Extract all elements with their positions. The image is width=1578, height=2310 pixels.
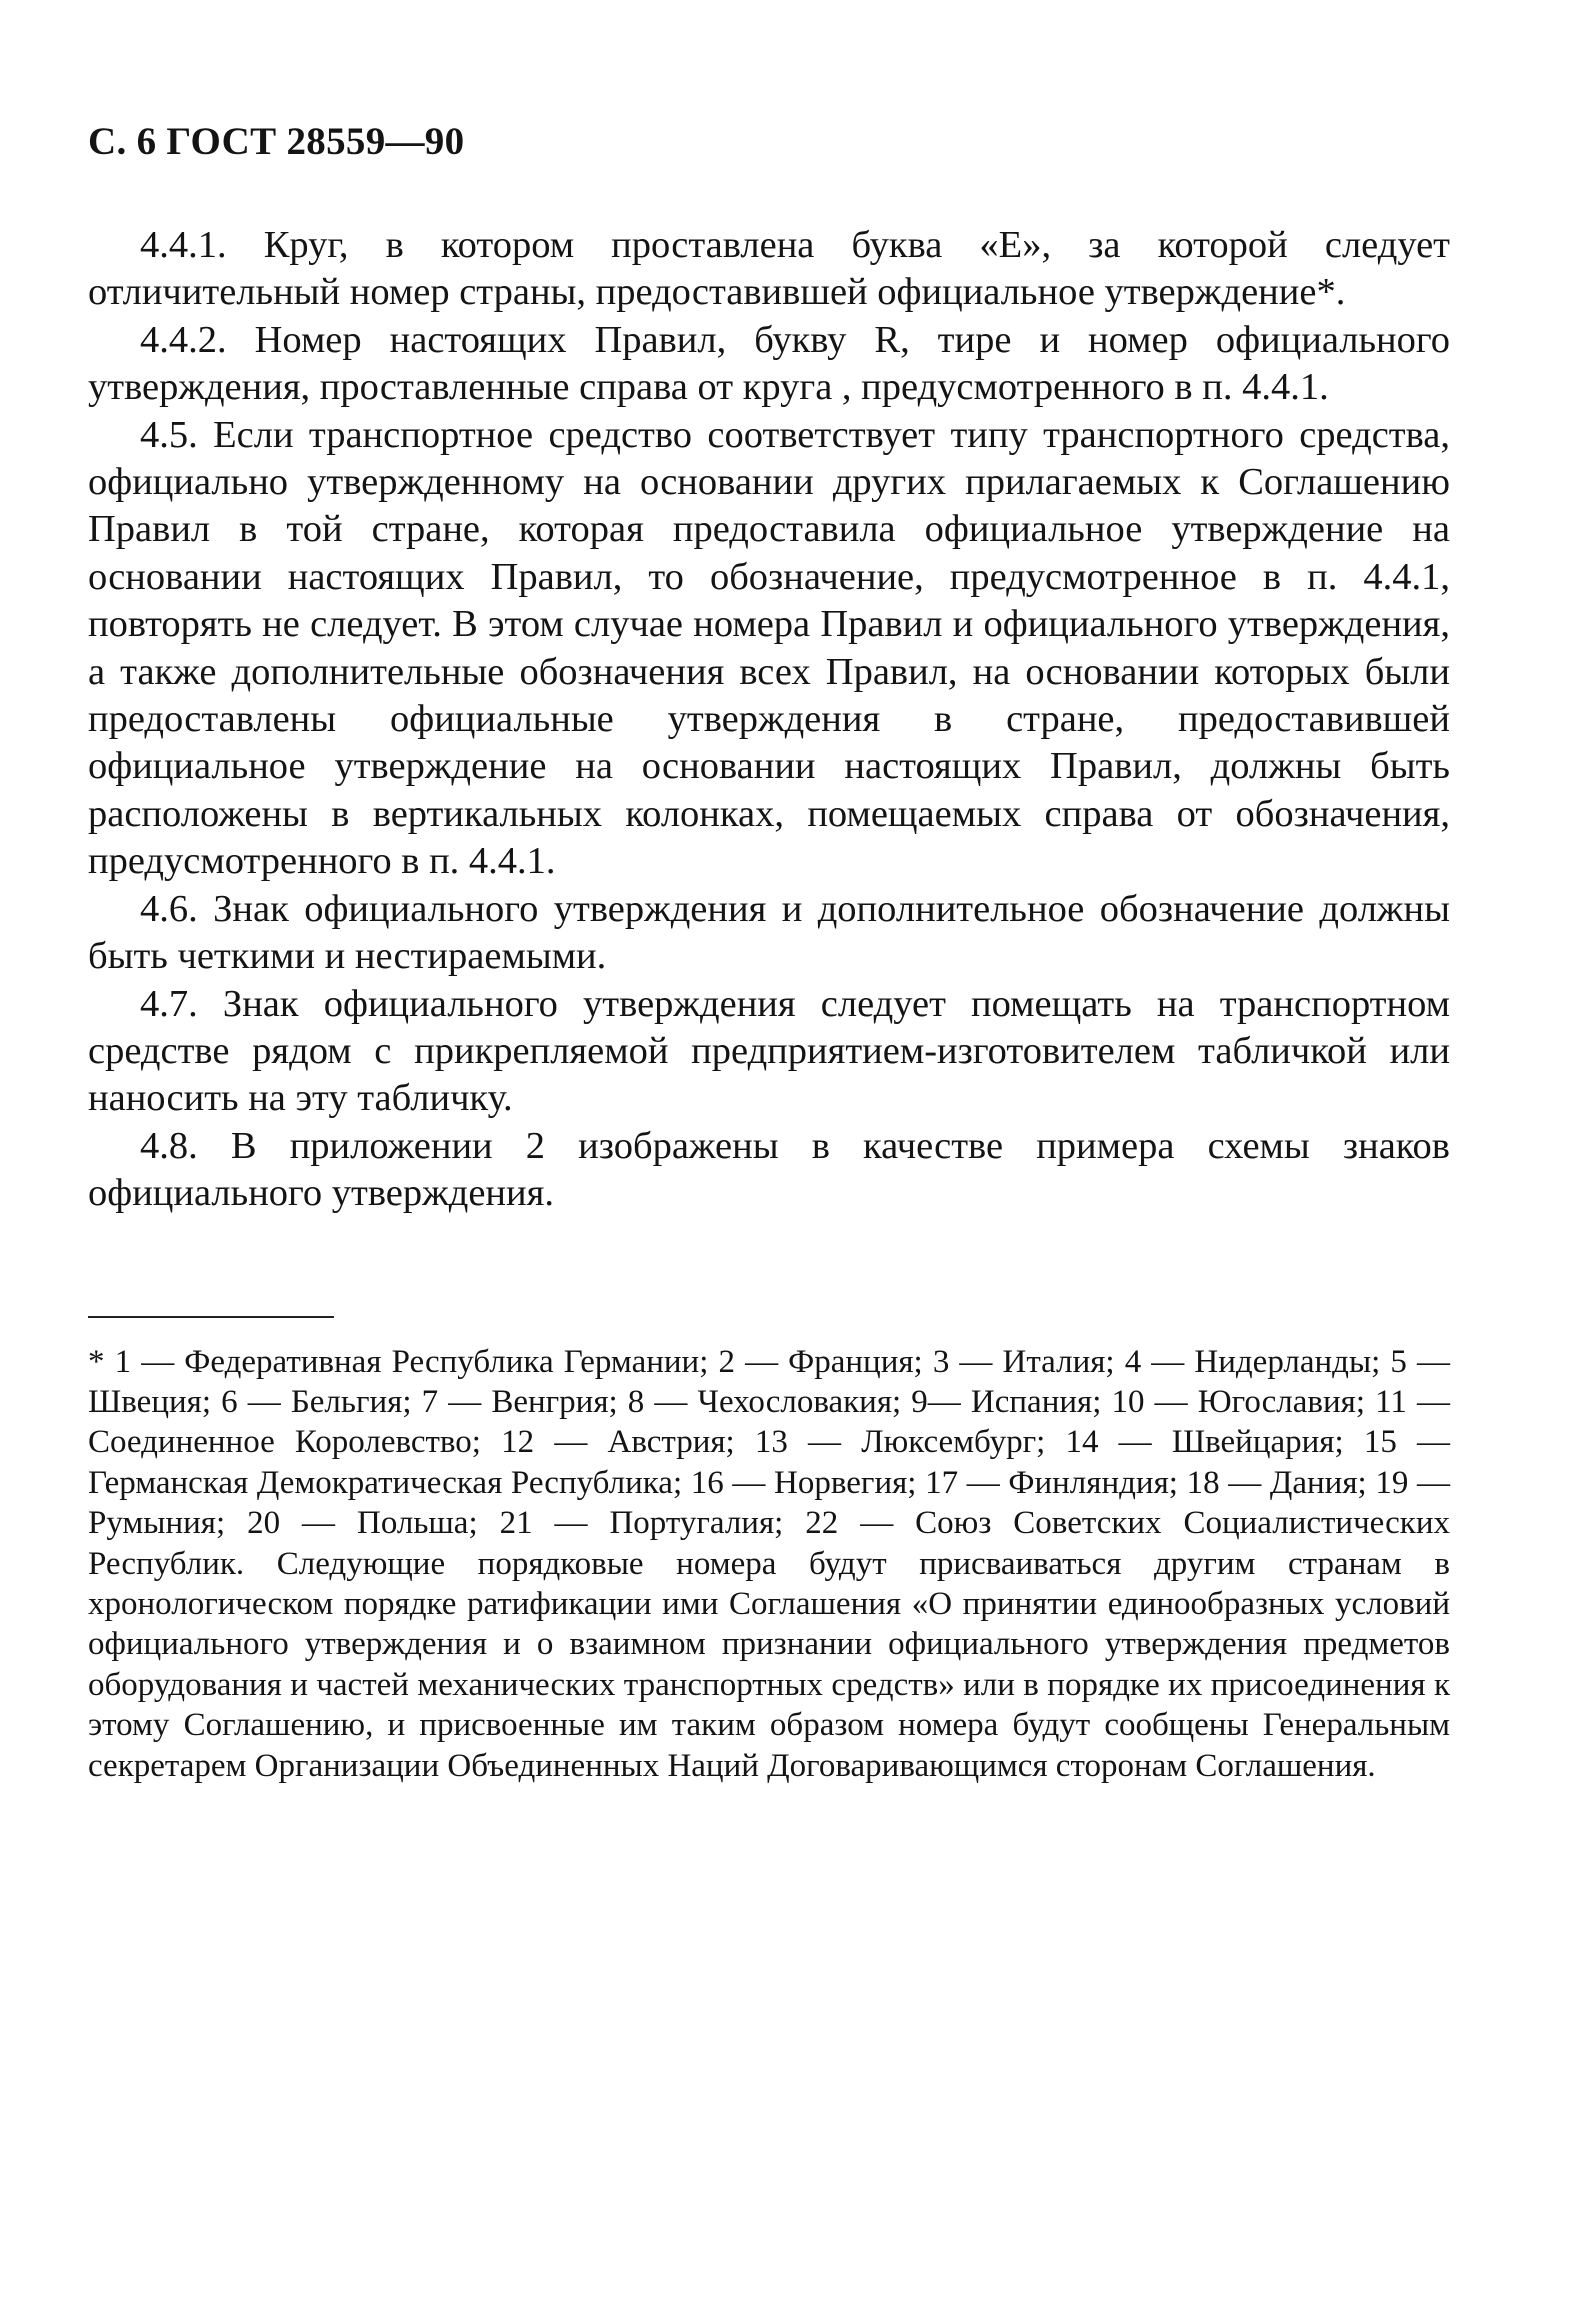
page-header: С. 6 ГОСТ 28559—90	[88, 120, 465, 163]
document-page	[88, 118, 1450, 1786]
body-text	[88, 222, 1450, 1218]
paragraph-4-4-2: 4.4.2. Номер настоящих Правил, букву R, тире и номер официального утверждения, проставленные справа от круга , предусмотренного в п. 4.4.1.	[88, 318, 1450, 409]
paragraph-4-8: 4.8. В приложении 2 изображены в качестве примера схемы знаков официального утверждения.	[88, 1124, 1450, 1215]
paragraph-4-6: 4.6. Знак официального утверждения и дополнительное обозначение должны быть четкими и нестираемыми.	[88, 887, 1450, 978]
footnote	[88, 1342, 1450, 1786]
paragraph-4-5: 4.5. Если транспортное средство соответствует типу транспортного средства, официально утвержденному на основании других прилагаемых к Соглашению Правил в той стране, которая предоставила официальное утверждение на основании настоящих Правил, то обозначение, предусмотренное в п. 4.4.1, повторять не следует. В этом случае номера Правил и официального утверждения, а также дополнительные обозначения всех Правил, на основании которых были предоставлены официальные утверждения в стране, предоставившей официальное утверждение на основании настоящих Правил, должны быть расположены в вертикальных колонках, помещаемых справа от обозначения, предусмотренного в п. 4.4.1.	[88, 413, 1450, 883]
footnote-text: * 1 — Федеративная Республика Германии; 2 — Франция; 3 — Италия; 4 — Нидерланды; 5 — Швеция; 6 — Бельгия; 7 — Венгрия; 8 — Чехословакия; 9— Испания; 10 — Югославия; 11 — Соединенное Королевство; 12 — Австрия; 13 — Люксембург; 14 — Швейцария; 15 — Германская Демократическая Республика; 16 — Норвегия; 17 — Финляндия; 18 — Дания; 19 — Румыния; 20 — Польша; 21 — Португалия; 22 — Союз Советских Социалистических Республик. Следующие порядковые номера будут присваиваться другим странам в хронологическом порядке ратификации ими Соглашения «О принятии единообразных условий официального утверждения и о взаимном признании официального утверждения предметов оборудования и частей механических транспортных средств» или в порядке их присоединения к этому Соглашению, и присвоенные им таким образом номера будут сообщены Генеральным секретарем Организации Объединенных Наций Договаривающимся сторонам Соглашения.	[88, 1343, 1450, 1784]
footnote-divider	[88, 1316, 334, 1318]
paragraph-4-4-1: 4.4.1. Круг, в котором проставлена буква «Е», за которой следует отличительный номер страны, предоставившей официальное утверждение*.	[88, 224, 1450, 314]
paragraph-4-7: 4.7. Знак официального утверждения следует помещать на транспортном средстве рядом с прикрепляемой предприятием-изготовителем табличкой или наносить на эту табличку.	[88, 982, 1450, 1120]
